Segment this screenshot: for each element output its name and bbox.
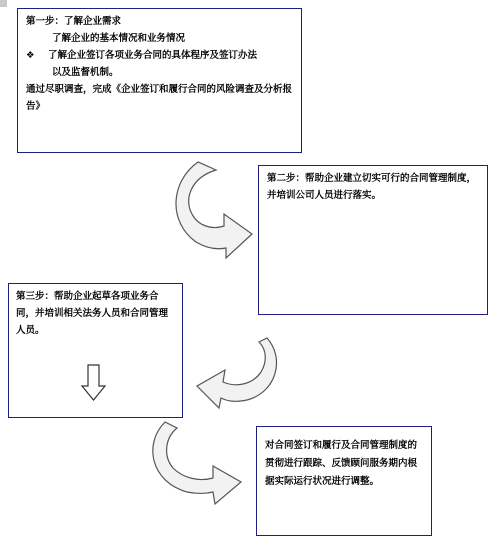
step4-box bbox=[256, 426, 432, 536]
step1-item-basic-info: 了解企业的基本情况和业务情况 bbox=[52, 33, 186, 44]
down-arrow-icon bbox=[81, 364, 107, 402]
step4-text: 对合同签订和履行及合同管理制度的贯彻进行跟踪、反馈顾问服务期内根据实际运行状况进行调整。 bbox=[265, 440, 418, 487]
diamond-bullet-icon: ❖ bbox=[26, 50, 35, 61]
step1-item-procedures-cont: 以及监督机制。 bbox=[52, 67, 119, 78]
curved-arrow-icon bbox=[160, 160, 260, 265]
curved-arrow-icon bbox=[143, 420, 248, 515]
step1-box bbox=[17, 8, 302, 153]
step1-item-procedures: 了解企业签订各项业务合同的具体程序及签订办法 bbox=[48, 50, 258, 61]
step2-box bbox=[258, 165, 488, 315]
step1-summary: 通过尽职调查，完成《企业签订和履行合同的风险调查及分析报告》 bbox=[26, 84, 293, 112]
curved-arrow-icon bbox=[195, 336, 295, 416]
step3-text: 第三步：帮助企业起草各项业务合同，并培训相关法务人员和合同管理人员。 bbox=[16, 291, 169, 336]
step1-title: 第一步：了解企业需求 bbox=[26, 16, 122, 27]
step2-text: 第二步：帮助企业建立切实可行的合同管理制度，并培训公司人员进行落实。 bbox=[267, 173, 477, 201]
corner-marker bbox=[0, 0, 7, 7]
